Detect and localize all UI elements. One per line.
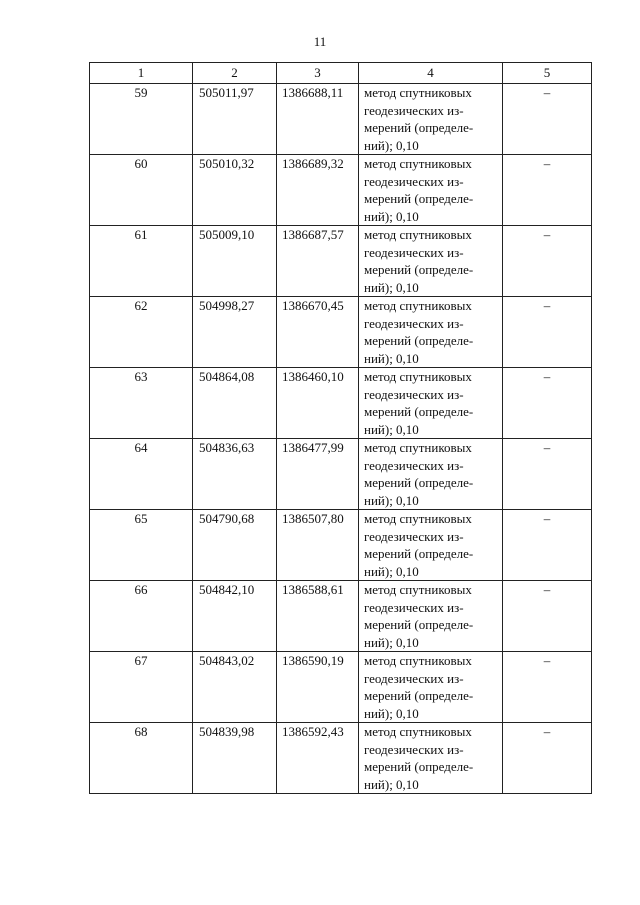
coord-y: 1386689,32: [277, 155, 359, 226]
coord-y: 1386477,99: [277, 439, 359, 510]
table-header: [90, 63, 592, 84]
coordinates-table: [89, 62, 592, 794]
point-number: 61: [90, 226, 193, 297]
coord-y: 1386588,61: [277, 581, 359, 652]
table-body: [90, 84, 592, 794]
coord-x: 504790,68: [193, 510, 277, 581]
header-col-5: 5: [503, 63, 592, 84]
method-accuracy: метод спутниковых геодезических из- мерений (определе- ний); 0,10: [359, 297, 503, 368]
note: –: [503, 155, 592, 226]
coord-y: 1386688,11: [277, 84, 359, 155]
coord-x: 504839,98: [193, 723, 277, 794]
coord-y: 1386687,57: [277, 226, 359, 297]
table-row: [90, 155, 592, 226]
coord-x: 505009,10: [193, 226, 277, 297]
method-accuracy: метод спутниковых геодезических из- мерений (определе- ний); 0,10: [359, 510, 503, 581]
coord-x: 504842,10: [193, 581, 277, 652]
note: –: [503, 723, 592, 794]
note: –: [503, 84, 592, 155]
note: –: [503, 581, 592, 652]
header-col-4: 4: [359, 63, 503, 84]
method-accuracy: метод спутниковых геодезических из- мерений (определе- ний); 0,10: [359, 226, 503, 297]
table-row: [90, 581, 592, 652]
coord-x: 504998,27: [193, 297, 277, 368]
coord-x: 504836,63: [193, 439, 277, 510]
coord-y: 1386670,45: [277, 297, 359, 368]
note: –: [503, 439, 592, 510]
page-number: 11: [313, 34, 327, 49]
table-row: [90, 439, 592, 510]
method-accuracy: метод спутниковых геодезических из- мерений (определе- ний); 0,10: [359, 439, 503, 510]
table-row: [90, 510, 592, 581]
header-row: [90, 63, 592, 84]
method-accuracy: метод спутниковых геодезических из- мерений (определе- ний); 0,10: [359, 652, 503, 723]
table-row: [90, 297, 592, 368]
coord-x: 504843,02: [193, 652, 277, 723]
header-col-2: 2: [193, 63, 277, 84]
header-col-1: 1: [90, 63, 193, 84]
method-accuracy: метод спутниковых геодезических из- мерений (определе- ний); 0,10: [359, 581, 503, 652]
note: –: [503, 368, 592, 439]
coord-y: 1386507,80: [277, 510, 359, 581]
coord-y: 1386590,19: [277, 652, 359, 723]
method-accuracy: метод спутниковых геодезических из- мерений (определе- ний); 0,10: [359, 84, 503, 155]
point-number: 65: [90, 510, 193, 581]
coord-x: 504864,08: [193, 368, 277, 439]
coord-y: 1386460,10: [277, 368, 359, 439]
note: –: [503, 297, 592, 368]
point-number: 60: [90, 155, 193, 226]
method-accuracy: метод спутниковых геодезических из- мерений (определе- ний); 0,10: [359, 155, 503, 226]
coord-x: 505011,97: [193, 84, 277, 155]
note: –: [503, 510, 592, 581]
table-row: [90, 226, 592, 297]
point-number: 67: [90, 652, 193, 723]
point-number: 63: [90, 368, 193, 439]
method-accuracy: метод спутниковых геодезических из- мерений (определе- ний); 0,10: [359, 368, 503, 439]
coord-x: 505010,32: [193, 155, 277, 226]
point-number: 68: [90, 723, 193, 794]
point-number: 59: [90, 84, 193, 155]
point-number: 64: [90, 439, 193, 510]
header-col-3: 3: [277, 63, 359, 84]
table-row: [90, 652, 592, 723]
table-row: [90, 368, 592, 439]
method-accuracy: метод спутниковых геодезических из- мерений (определе- ний); 0,10: [359, 723, 503, 794]
note: –: [503, 652, 592, 723]
coord-y: 1386592,43: [277, 723, 359, 794]
note: –: [503, 226, 592, 297]
point-number: 66: [90, 581, 193, 652]
point-number: 62: [90, 297, 193, 368]
table-row: [90, 84, 592, 155]
table-row: [90, 723, 592, 794]
